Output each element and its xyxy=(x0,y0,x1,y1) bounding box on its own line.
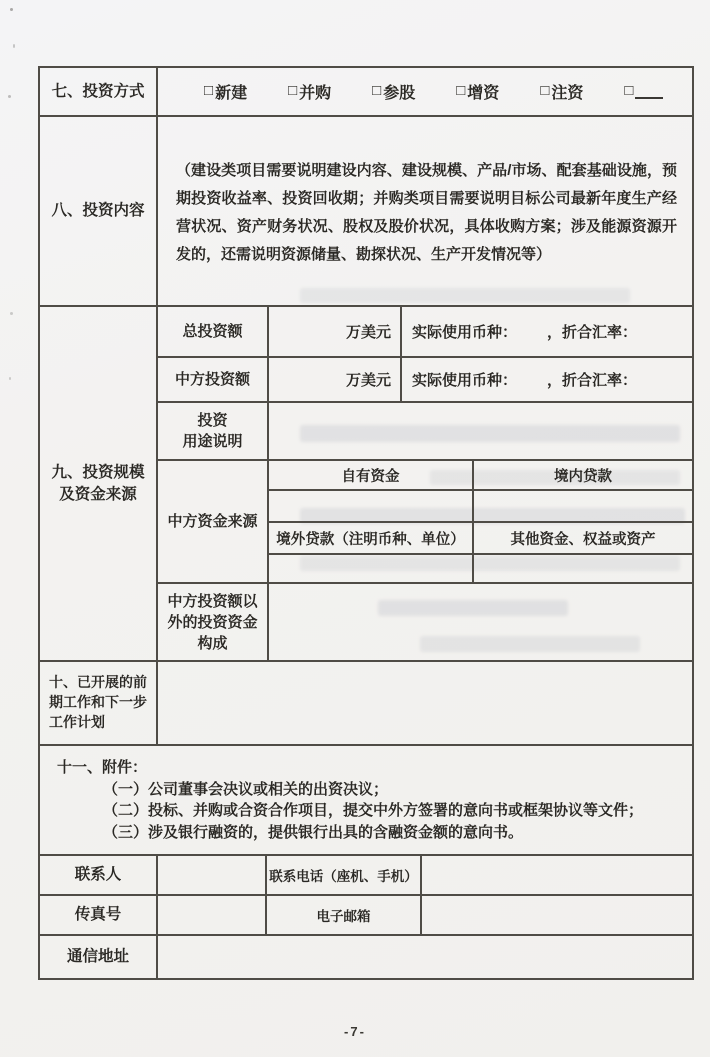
option-label: 增资 xyxy=(467,85,500,102)
investment-method-label: 七、投资方式 xyxy=(51,82,145,100)
funding-source-label: 中方资金来源 xyxy=(167,513,258,530)
other-funds-header: 其他资金、权益或资产 xyxy=(472,523,692,553)
investment-purpose-subrow xyxy=(158,401,692,459)
funding-grid-header-row1 xyxy=(269,461,692,489)
own-funds-value-cell xyxy=(269,491,472,521)
checkbox-option-new xyxy=(204,80,247,103)
email-value-cell xyxy=(420,896,692,934)
option-label: 注资 xyxy=(551,85,584,102)
contact-person-value-cell xyxy=(156,856,265,894)
contact-person-row xyxy=(40,854,692,894)
chinese-investment-unit: 万美元 xyxy=(267,358,400,401)
checkbox-option-merger xyxy=(288,80,331,103)
checkbox-option-equity xyxy=(372,80,415,103)
contact-phone-label: 联系电话（座机、手机） xyxy=(265,856,420,894)
fax-value-cell xyxy=(156,896,265,934)
funding-grid-value-row2 xyxy=(269,553,692,582)
contact-person-label: 联系人 xyxy=(74,866,122,883)
purpose-label-line1: 投资 xyxy=(197,412,228,429)
total-investment-label: 总投资额 xyxy=(182,323,243,340)
scan-speck xyxy=(8,95,11,98)
chinese-investment-currency-cell xyxy=(400,358,692,401)
attachment-item-3: （三）涉及银行融资的，提供银行出具的含融资金额的意向书。 xyxy=(103,823,524,841)
investment-application-table xyxy=(38,66,694,980)
funding-source-subrow xyxy=(158,459,692,582)
option-label: 新建 xyxy=(215,85,248,102)
page-number: -7- xyxy=(344,1024,366,1039)
attachment-item-2: （二）投标、并购或合资合作项目，提交中外方签署的意向书或框架协议等文件； xyxy=(103,802,644,819)
checkbox-option-other-blank xyxy=(624,83,663,100)
investment-method-row xyxy=(40,68,692,115)
attachments-title: 十一、附件： xyxy=(57,759,148,776)
other-composition-value-cell xyxy=(267,584,692,660)
scan-speck xyxy=(10,8,13,11)
investment-purpose-value-cell xyxy=(267,403,692,459)
email-label: 电子邮箱 xyxy=(265,896,420,934)
overseas-loan-header: 境外贷款（注明币种、单位） xyxy=(276,531,465,548)
option-label: 参股 xyxy=(383,85,416,102)
purpose-label-line2: 用途说明 xyxy=(182,433,243,450)
scan-speck xyxy=(10,312,13,315)
investment-purpose-label xyxy=(158,403,267,459)
total-investment-subrow xyxy=(158,307,692,356)
address-row xyxy=(40,934,692,978)
funding-grid-value-row1 xyxy=(269,489,692,521)
checkbox-option-capital-increase xyxy=(456,80,499,103)
option-label: 并购 xyxy=(299,85,332,102)
address-value-cell xyxy=(156,936,692,978)
fax-email-row xyxy=(40,894,692,934)
checkbox-option-capital-injection xyxy=(540,80,583,103)
checkbox-icon: □ xyxy=(204,82,214,99)
other-funds-value-cell xyxy=(472,555,692,582)
checkbox-icon: □ xyxy=(624,82,634,99)
overseas-loan-value-cell xyxy=(269,555,472,582)
scan-speck xyxy=(9,377,11,380)
other-composition-label: 中方投资额以外的投资资金构成 xyxy=(167,592,258,652)
contact-phone-value-cell xyxy=(420,856,692,894)
investment-content-label: 八、投资内容 xyxy=(51,202,145,219)
other-composition-subrow xyxy=(158,582,692,660)
checkbox-icon: □ xyxy=(288,82,298,99)
exchange-rate-label: ，折合汇率： xyxy=(547,324,638,341)
fax-label: 传真号 xyxy=(74,906,122,923)
chinese-investment-subrow xyxy=(158,356,692,401)
investment-method-options xyxy=(156,68,692,115)
investment-scale-label: 九、投资规模及资金来源 xyxy=(51,463,145,503)
currency-used-label: 实际使用币种： xyxy=(412,372,518,389)
investment-content-row xyxy=(40,115,692,305)
attachment-item-1: （一）公司董事会决议或相关的出资决议； xyxy=(103,780,389,798)
currency-used-label: 实际使用币种： xyxy=(412,324,518,341)
attachments-row xyxy=(40,744,692,854)
exchange-rate-label: ，折合汇率： xyxy=(547,372,638,389)
funding-grid-header-row2 xyxy=(269,521,692,553)
investment-scale-row xyxy=(40,305,692,660)
checkbox-icon: □ xyxy=(372,82,382,99)
funding-source-grid xyxy=(267,461,692,582)
preliminary-work-label: 十、已开展的前期工作和下一步工作计划 xyxy=(49,674,147,730)
domestic-loan-value-cell xyxy=(472,491,692,521)
total-investment-currency-cell xyxy=(400,307,692,356)
total-investment-unit: 万美元 xyxy=(267,307,400,356)
attachments-cell xyxy=(40,746,692,854)
address-label: 通信地址 xyxy=(66,948,129,965)
blank-option-line xyxy=(635,85,663,99)
preliminary-work-row xyxy=(40,660,692,744)
domestic-loan-header: 境内贷款 xyxy=(472,461,692,489)
chinese-investment-label: 中方投资额 xyxy=(174,371,250,388)
scan-speck xyxy=(13,44,15,48)
checkbox-icon: □ xyxy=(456,82,466,99)
preliminary-work-content-cell xyxy=(156,662,692,744)
own-funds-header: 自有资金 xyxy=(341,468,400,485)
investment-content-text: （建设类项目需要说明建设内容、建设规模、产品/市场、配套基础设施，预期投资收益率、投资回收期；并购类项目需要说明目标公司最新年度生产经营状况、资产财务状况、股权及股价状况，具体收购方案；涉及能源资源开发的，还需说明资源储量、勘探状况、生产开发情况等） xyxy=(156,117,692,305)
investment-scale-body xyxy=(156,307,692,660)
checkbox-icon: □ xyxy=(540,82,550,99)
